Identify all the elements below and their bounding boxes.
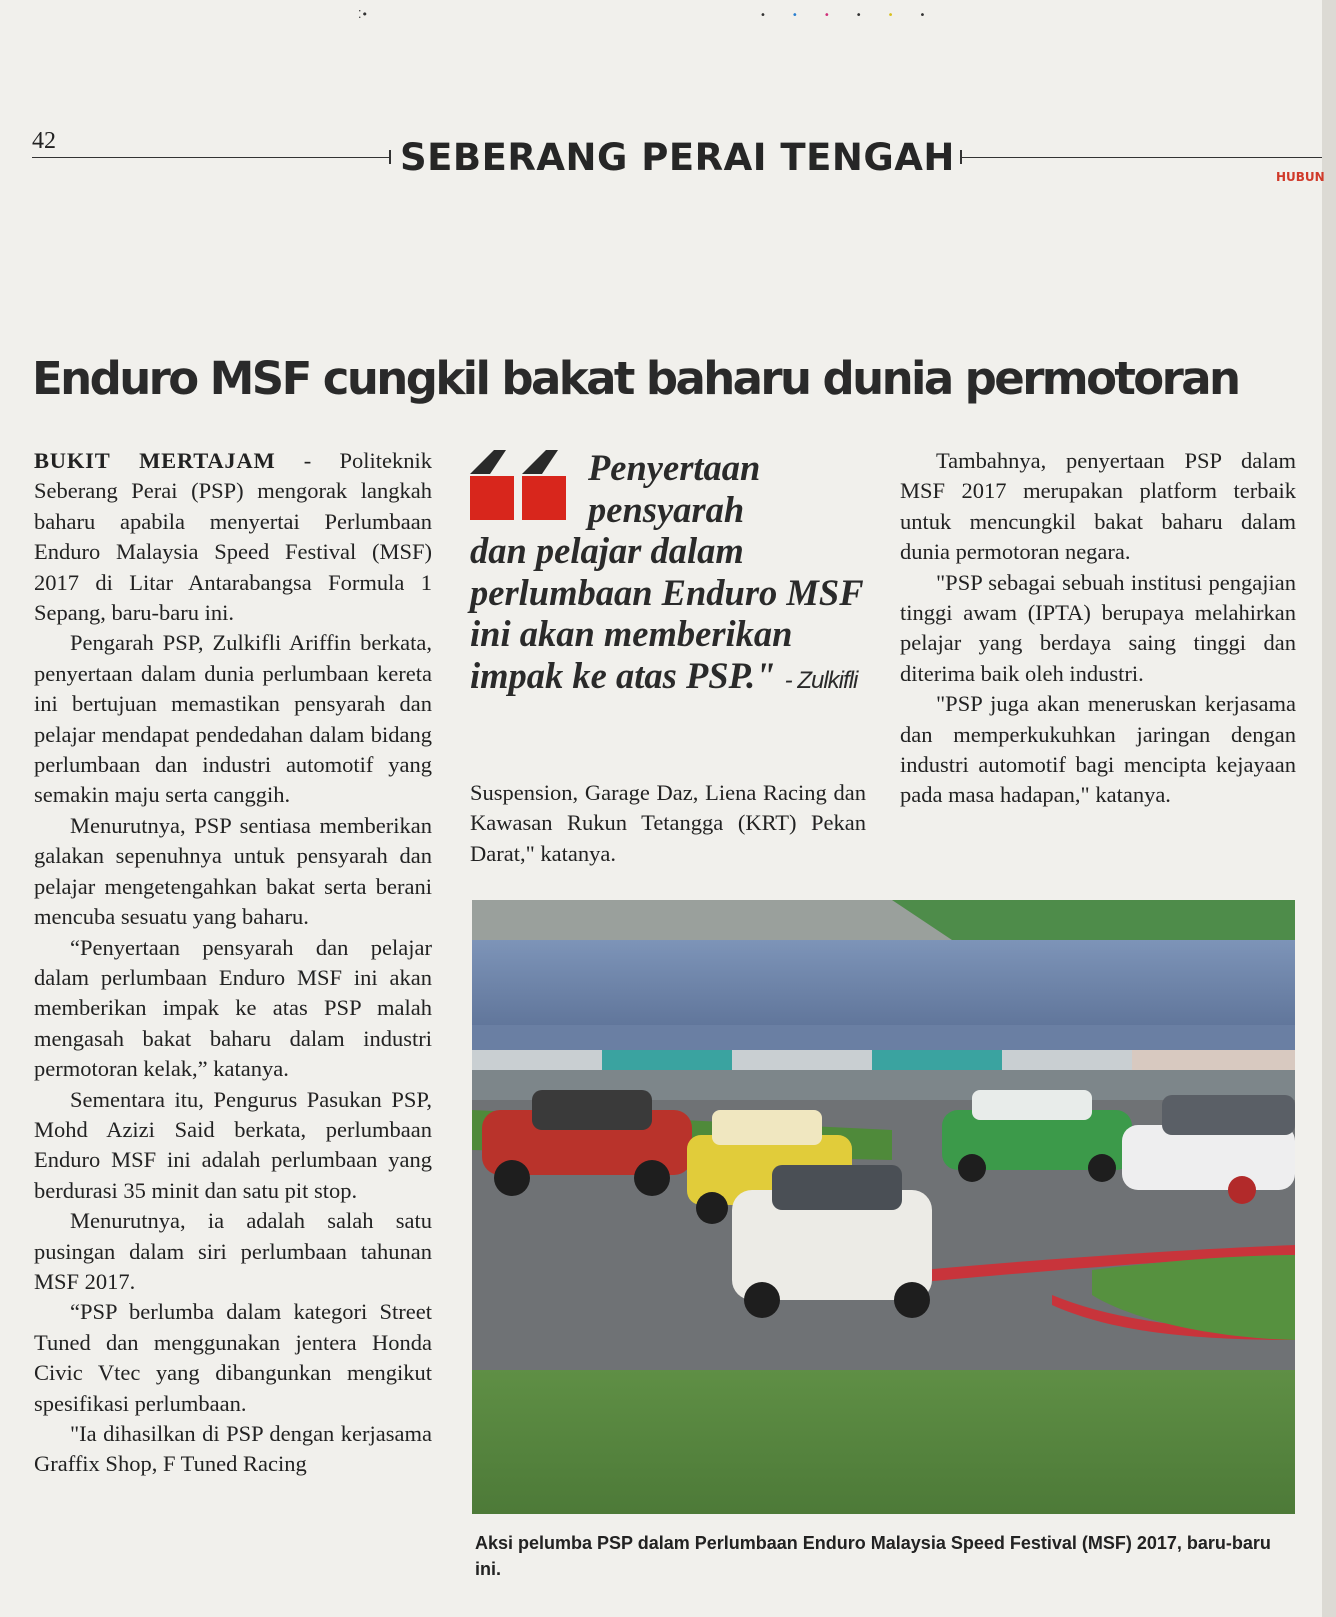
article-column-3 (900, 446, 1296, 811)
paragraph: BUKIT MERTAJAM - Politeknik Seberang Perai (PSP) mengorak langkah baharu apabila menyertai Perlumbaan Enduro Malaysia Speed Festival (MSF) 2017 di Litar Antarabangsa Formula 1 Sepang, baru-baru ini. (34, 448, 432, 626)
header-rule-tick (389, 150, 391, 164)
pull-quote-attribution: - Zulkifli (784, 666, 858, 694)
corner-label: HUBUN (1276, 170, 1325, 184)
paragraph: "PSP sebagai sebuah institusi pengajian tinggi awam (IPTA) berupaya melahirkan pelajar yang berdaya saing tinggi dan diterima baik oleh industri. (900, 569, 1296, 686)
color-registration-dots: •••••• (760, 10, 952, 21)
pull-quote (470, 447, 880, 701)
paragraph: "PSP juga akan meneruskan kerjasama dan memperkukuhkan jaringan dengan industri automotif bagi mencipta kejayaan pada masa hadapan," katanya. (900, 691, 1296, 808)
photo-caption: Aksi pelumba PSP dalam Perlumbaan Enduro Malaysia Speed Festival (MSF) 2017, baru-baru ini. (475, 1533, 1271, 1579)
paper-edge (1322, 0, 1336, 1617)
paragraph: Pengarah PSP, Zulkifli Ariffin berkata, penyertaan dalam dunia perlumbaan kereta ini bertujuan memastikan pensyarah dan pelajar mendapat pendedahan dalam bidang perlumbaan dan industri automotif yang semakin maju serta canggih. (34, 630, 432, 808)
article-column-2 (470, 778, 866, 869)
paragraph: “PSP berlumba dalam kategori Street Tuned dan menggunakan jentera Honda Civic Vtec yang dibangunkan mengikut spesifikasi perlumbaan. (34, 1299, 432, 1416)
header-rule-left (32, 157, 389, 158)
page-number: 42 (32, 128, 56, 154)
dateline: BUKIT MERTAJAM (34, 448, 276, 473)
pull-quote-line: pensyarah (588, 488, 745, 530)
section-title: SEBERANG PERAI TENGAH (400, 136, 955, 179)
pull-quote-line: Penyertaan (588, 447, 761, 488)
paragraph: Tambahnya, penyertaan PSP dalam MSF 2017 merupakan platform terbaik untuk mencungkil bakat baharu dalam dunia permotoran negara. (900, 448, 1296, 565)
pull-quote-text: dan pelajar dalam perlumbaan Enduro MSF ini akan memberikan impak ke atas PSP." (470, 530, 863, 696)
article-column-1 (34, 446, 432, 1480)
registration-mark: ⁚• (358, 8, 368, 21)
paragraph: Menurutnya, ia adalah salah satu pusingan dalam siri perlumbaan tahunan MSF 2017. (34, 1208, 432, 1294)
paragraph: Suspension, Garage Daz, Liena Racing dan Kawasan Rukun Tetangga (KRT) Pekan Darat," katanya. (470, 780, 866, 866)
header-rule-right (962, 157, 1322, 158)
article-headline: Enduro MSF cungkil bakat baharu dunia permotoran (32, 352, 1239, 405)
race-photo-illustration (472, 900, 1295, 1514)
paragraph: Menurutnya, PSP sentiasa memberikan galakan sepenuhnya untuk pensyarah dan pelajar mengetengahkan bakat serta berani mencuba sesuatu yang baharu. (34, 812, 432, 930)
paragraph: “Penyertaan pensyarah dan pelajar dalam perlumbaan Enduro MSF ini akan memberikan impak ke atas PSP malah mengasah bakat baharu dalam industri permotoran kelak,” katanya. (34, 934, 432, 1082)
paragraph: "Ia dihasilkan di PSP dengan kerjasama Graffix Shop, F Tuned Racing (34, 1421, 432, 1477)
race-photo (472, 900, 1295, 1514)
paragraph: Sementara itu, Pengurus Pasukan PSP, Mohd Azizi Said berkata, perlumbaan Enduro MSF ini adalah perlumbaan yang berdurasi 35 minit dan satu pit stop. (34, 1086, 432, 1203)
